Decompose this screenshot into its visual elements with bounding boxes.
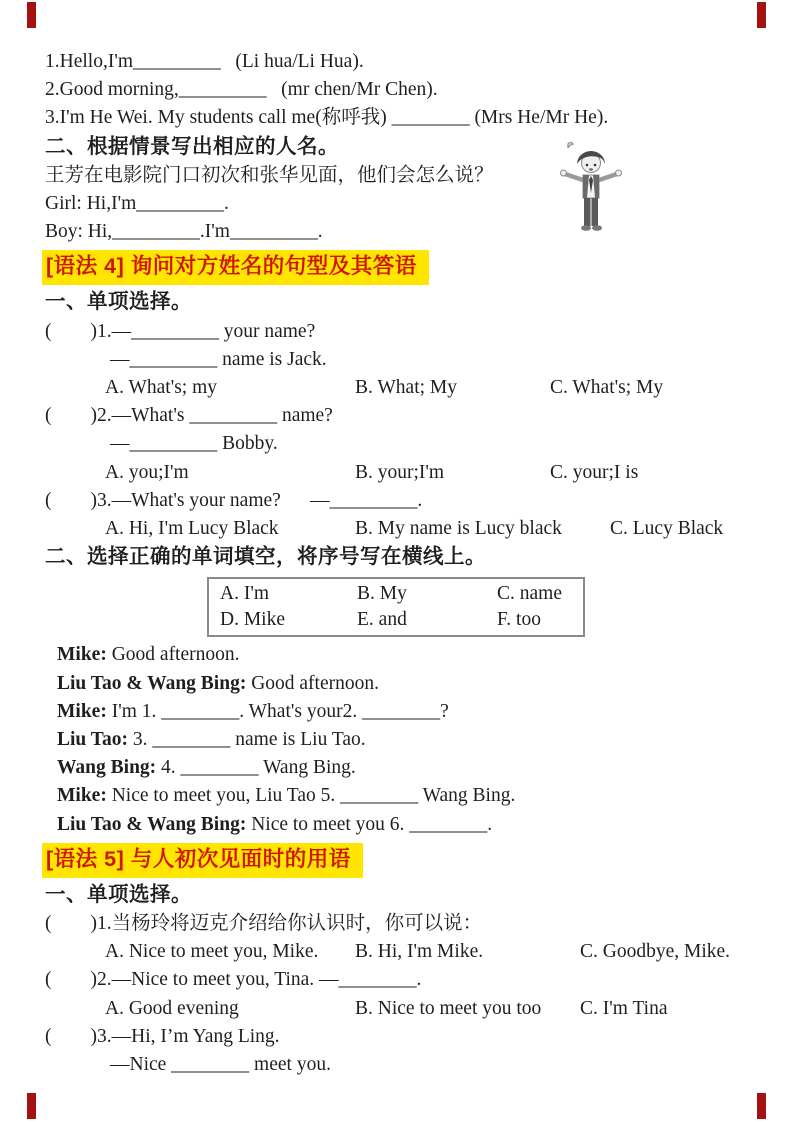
- speaker-name: Mike:: [57, 700, 107, 722]
- options-row: [45, 995, 793, 1023]
- options-row: [45, 938, 793, 966]
- text-line: [45, 346, 793, 374]
- speaker-name: Liu Tao & Wang Bing:: [57, 672, 247, 694]
- line-text: 3. ________ name is Liu Tao.: [128, 729, 366, 751]
- option-a: A. Nice to meet you, Mike.: [105, 941, 319, 963]
- boy-leg-right: [592, 198, 599, 226]
- text-line: [45, 430, 793, 458]
- grammar-section-header: [42, 843, 363, 878]
- speaker-name: Liu Tao:: [57, 729, 129, 751]
- speaker-name: Mike:: [57, 785, 107, 807]
- text-line: [45, 318, 793, 346]
- text-line: [45, 641, 793, 669]
- line-text: Good afternoon.: [246, 672, 379, 694]
- line-text: Good afternoon.: [106, 644, 240, 666]
- text-line: [45, 670, 793, 698]
- text-line: [45, 190, 793, 218]
- word-bank-item: C. name: [497, 583, 562, 605]
- text-line: [45, 726, 793, 754]
- speaker-name: Wang Bing:: [57, 757, 157, 779]
- line-text: Boy: Hi,_________.I'm_________.: [45, 221, 323, 243]
- boy-arm-right: [599, 174, 617, 180]
- option-b: B. Nice to meet you too: [355, 997, 542, 1019]
- text-line: [45, 543, 793, 572]
- word-bank-row: [209, 607, 583, 633]
- corner-mark-bottom-right: [757, 1093, 766, 1119]
- text-line: [45, 218, 793, 246]
- boy-eye-left: [586, 164, 589, 167]
- speaker-name: 一、单项选择。: [45, 882, 192, 906]
- text-line: [45, 881, 793, 910]
- word-bank-item: E. and: [357, 609, 407, 631]
- boy-illustration: [556, 140, 626, 235]
- word-bank-item: D. Mike: [220, 609, 285, 631]
- line-text: —_________ name is Jack.: [110, 348, 327, 370]
- text-line: [45, 966, 793, 994]
- line-text: —Nice ________ meet you.: [110, 1054, 331, 1076]
- word-bank-item: F. too: [497, 609, 541, 631]
- option-a: A. Hi, I'm Lucy Black: [105, 518, 279, 540]
- speaker-name: 一、单项选择。: [45, 290, 192, 314]
- text-line: [45, 1023, 793, 1051]
- text-line: [45, 76, 793, 104]
- word-bank-item: A. I'm: [220, 583, 270, 605]
- boy-eye-right: [594, 164, 597, 167]
- text-line: [45, 811, 793, 839]
- boy-leg-left: [584, 198, 591, 226]
- sparkle-mark: [568, 143, 573, 149]
- option-a: A. you;I'm: [105, 461, 189, 483]
- option-b: B. your;I'm: [355, 461, 445, 483]
- boy-hand-right: [616, 170, 622, 176]
- text-line: [45, 288, 793, 317]
- options-row: [45, 459, 793, 487]
- grammar-header-text: [语法 5] 与人初次见面时的用语: [46, 846, 351, 871]
- boy-hand-left: [561, 170, 567, 176]
- line-text: Girl: Hi,I'm_________.: [45, 193, 229, 215]
- option-c: C. What's; My: [550, 377, 664, 399]
- option-c: C. your;I is: [550, 461, 639, 483]
- line-text: 王芳在电影院门口初次和张华见面，他们会怎么说？: [45, 164, 494, 186]
- boy-shoe-left: [581, 225, 591, 231]
- line-text: ( )1.当杨玲将迈克介绍给你认识时，你可以说：: [45, 913, 483, 935]
- option-c: C. I'm Tina: [580, 997, 668, 1019]
- word-bank-item: B. My: [357, 583, 407, 605]
- boy-shoe-right: [592, 225, 602, 231]
- speaker-name: Mike:: [57, 644, 107, 666]
- line-text: 4. ________ Wang Bing.: [156, 757, 356, 779]
- line-text: ( )2.—What's _________ name?: [45, 405, 333, 427]
- option-a: A. Good evening: [105, 997, 239, 1019]
- line-text: ( )3.—What's your name? —_________.: [45, 489, 423, 511]
- text-line: [45, 754, 793, 782]
- corner-mark-bottom-left: [27, 1093, 36, 1119]
- line-text: 1.Hello,I'm_________ (Li hua/Li Hua).: [45, 51, 364, 72]
- options-row: [45, 374, 793, 402]
- line-text: 3.I'm He Wei. My students call me(称呼我) ________ (Mrs He/Mr He).: [45, 107, 609, 129]
- line-text: Nice to meet you, Liu Tao 5. ________ Wang Bing.: [106, 785, 516, 807]
- line-text: —_________ Bobby.: [110, 433, 278, 455]
- line-text: ( )2.—Nice to meet you, Tina. —________.: [45, 969, 422, 991]
- word-bank-row: [209, 581, 583, 607]
- line-text: ( )1.—_________ your name?: [45, 320, 316, 342]
- line-text: 2.Good morning,_________ (mr chen/Mr Chen).: [45, 79, 438, 101]
- text-line: [45, 133, 793, 162]
- option-b: B. What; My: [355, 377, 458, 399]
- text-line: [45, 104, 793, 132]
- text-line: [45, 162, 793, 190]
- text-line: [45, 402, 793, 430]
- text-line: [45, 487, 793, 515]
- boy-mouth: [589, 168, 593, 171]
- text-line: [45, 1051, 793, 1079]
- speaker-name: Liu Tao & Wang Bing:: [57, 813, 247, 835]
- text-line: [45, 698, 793, 726]
- text-line: [45, 48, 793, 76]
- option-c: C. Lucy Black: [610, 518, 724, 540]
- speaker-name: 二、根据情景写出相应的人名。: [45, 134, 339, 158]
- boy-arm-left: [565, 174, 583, 180]
- option-b: B. Hi, I'm Mike.: [355, 941, 484, 963]
- grammar-section-header: [42, 250, 429, 285]
- text-line: [45, 782, 793, 810]
- option-c: C. Goodbye, Mike.: [580, 941, 731, 963]
- word-bank-box: [207, 577, 585, 637]
- line-text: I'm 1. ________. What's your2. ________?: [106, 700, 449, 722]
- option-a: A. What's; my: [105, 377, 218, 399]
- speaker-name: 二、选择正确的单词填空，将序号写在横线上。: [45, 545, 486, 569]
- text-line: [45, 910, 793, 938]
- option-b: B. My name is Lucy black: [355, 518, 562, 540]
- line-text: Nice to meet you 6. ________.: [246, 813, 493, 835]
- options-row: [45, 515, 793, 543]
- grammar-header-text: [语法 4] 询问对方姓名的句型及其答语: [46, 254, 417, 279]
- line-text: ( )3.—Hi, I’m Yang Ling.: [45, 1025, 280, 1047]
